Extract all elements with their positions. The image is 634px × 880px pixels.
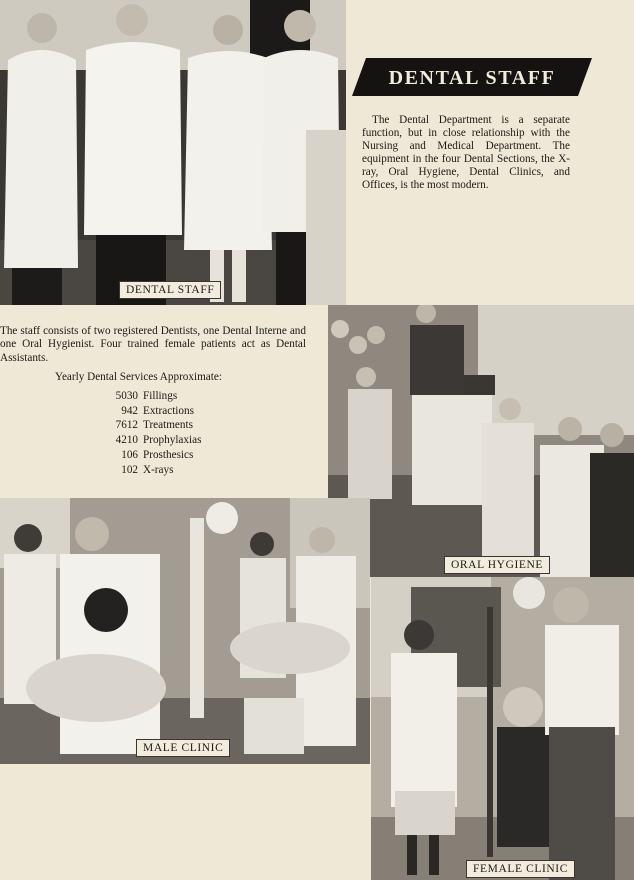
service-count: 102 (121, 463, 138, 476)
dental-staff-photo (0, 0, 346, 305)
service-row (98, 448, 201, 463)
service-count: 106 (121, 448, 138, 461)
service-row (98, 418, 201, 433)
oral-hygiene-caption: ORAL HYGIENE (444, 556, 550, 574)
service-row (98, 433, 201, 448)
service-count: 942 (121, 404, 138, 417)
staff-paragraph: The staff consists of two registered Dentists, one Dental Interne and one Oral Hygienist. Four trained female patients act as Dental Assistants. (0, 325, 306, 364)
services-list (98, 389, 201, 477)
page-title-banner (352, 58, 592, 96)
service-count: 7612 (115, 419, 138, 432)
service-label: Fillings (143, 390, 178, 402)
services-title: Yearly Dental Services Approximate: (55, 371, 222, 383)
intro-paragraph: The Dental Department is a separate function, but in close relationship with the Nursing and Medical Department. The equipment in the four Dental Sections, the X-ray, Oral Hygiene, Dental Clinics, and Offices, is the most modern. (362, 114, 570, 192)
female-clinic-caption: FEMALE CLINIC (466, 860, 575, 878)
service-label: Extractions (143, 404, 194, 417)
service-label: Treatments (143, 419, 193, 432)
female-clinic-photo (371, 577, 634, 880)
service-row (98, 389, 201, 404)
male-clinic-caption: MALE CLINIC (136, 739, 230, 757)
service-row (98, 404, 201, 419)
service-row (98, 463, 201, 478)
service-label: Prophylaxias (143, 434, 202, 447)
oral-hygiene-photo (328, 305, 634, 577)
service-count: 4210 (115, 434, 138, 447)
male-clinic-photo (0, 498, 370, 764)
service-count: 5030 (115, 390, 138, 402)
service-label: X-rays (143, 463, 174, 476)
service-label: Prosthesics (143, 448, 194, 461)
page-title: DENTAL STAFF (388, 67, 556, 89)
dental-staff-caption: DENTAL STAFF (119, 281, 221, 299)
